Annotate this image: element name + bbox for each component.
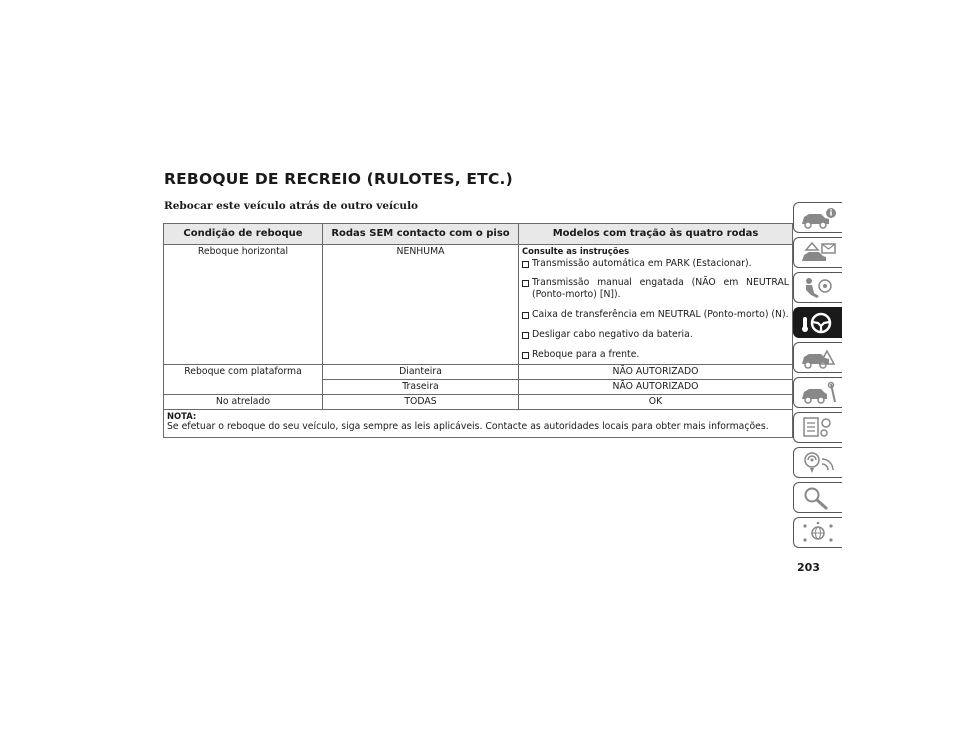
- list-item: Transmissão manual engatada (NÃO em NEUTRAL (Ponto-morto) [N]).: [522, 277, 789, 301]
- note-heading: NOTA:: [167, 410, 197, 421]
- table-header-row: [164, 224, 793, 245]
- cell-note: [164, 409, 793, 437]
- car-warning-icon: [800, 241, 838, 265]
- table-row: [164, 245, 793, 365]
- towing-table: [163, 223, 793, 438]
- list-item: Caixa de transferência em NEUTRAL (Ponto-morto) (N).: [522, 309, 789, 321]
- header-condition: Condição de reboque: [164, 224, 323, 245]
- chapter-tab-service[interactable]: [793, 377, 842, 408]
- languages-icon: [800, 521, 838, 545]
- checkbox-bullet-icon: [522, 332, 529, 339]
- instructions-heading: Consulte as instruções: [522, 246, 630, 256]
- header-4wd: Modelos com tração às quatro rodas: [519, 224, 793, 245]
- note-text: Se efetuar o reboque do seu veículo, siga sempre as leis aplicáveis. Contacte as autoridades locais para obter mais informações.: [167, 421, 769, 433]
- cell-result-rear: NÃO AUTORIZADO: [519, 379, 793, 394]
- section-title: REBOQUE DE RECREIO (RULOTES, ETC.): [164, 170, 513, 188]
- specifications-icon: [800, 416, 838, 440]
- multimedia-icon: [800, 451, 838, 475]
- list-item: Reboque para a frente.: [522, 349, 789, 361]
- checkbox-bullet-icon: [522, 352, 529, 359]
- cell-condition-trailer: No atrelado: [164, 394, 323, 409]
- cell-wheels-rear: Traseira: [323, 379, 519, 394]
- chapter-tab-starting-operating[interactable]: [793, 307, 842, 338]
- cell-condition-flat: Reboque horizontal: [164, 245, 323, 365]
- cell-wheels-trailer: TODAS: [323, 394, 519, 409]
- chapter-tab-car-warning[interactable]: [793, 237, 842, 268]
- cell-condition-dolly: Reboque com plataforma: [164, 364, 323, 394]
- cell-wheels-front: Dianteira: [323, 364, 519, 379]
- cell-result-front: NÃO AUTORIZADO: [519, 364, 793, 379]
- cell-instructions: [519, 245, 793, 365]
- airbag-safety-icon: [800, 276, 838, 300]
- chapter-tab-multimedia[interactable]: [793, 447, 842, 478]
- table-row: [164, 364, 793, 379]
- chapter-tab-languages[interactable]: [793, 517, 842, 548]
- car-info-icon: [800, 206, 838, 230]
- car-service-icon: [800, 381, 838, 405]
- chapter-tab-specifications[interactable]: [793, 412, 842, 443]
- checkbox-bullet-icon: [522, 261, 529, 268]
- chapter-tab-index[interactable]: [793, 482, 842, 513]
- chapter-tab-safety[interactable]: [793, 272, 842, 303]
- checkbox-bullet-icon: [522, 280, 529, 287]
- table-row: [164, 394, 793, 409]
- table-note-row: [164, 409, 793, 437]
- list-item: Desligar cabo negativo da bateria.: [522, 329, 789, 341]
- cell-wheels-flat: NENHUMA: [323, 245, 519, 365]
- header-wheels: Rodas SEM contacto com o piso: [323, 224, 519, 245]
- chapter-tab-car-info[interactable]: [793, 202, 842, 233]
- cell-result-trailer: OK: [519, 394, 793, 409]
- chapter-tab-emergency[interactable]: [793, 342, 842, 373]
- car-emergency-icon: [800, 346, 838, 370]
- page-number: 203: [797, 561, 820, 574]
- list-item: Transmissão automática em PARK (Estacionar).: [522, 258, 789, 270]
- search-icon: [800, 486, 838, 510]
- instructions-list: [522, 258, 789, 361]
- subsection-title: Rebocar este veículo atrás de outro veículo: [164, 200, 419, 212]
- steering-wheel-icon: [800, 311, 838, 335]
- checkbox-bullet-icon: [522, 312, 529, 319]
- chapter-tabs: [793, 202, 843, 552]
